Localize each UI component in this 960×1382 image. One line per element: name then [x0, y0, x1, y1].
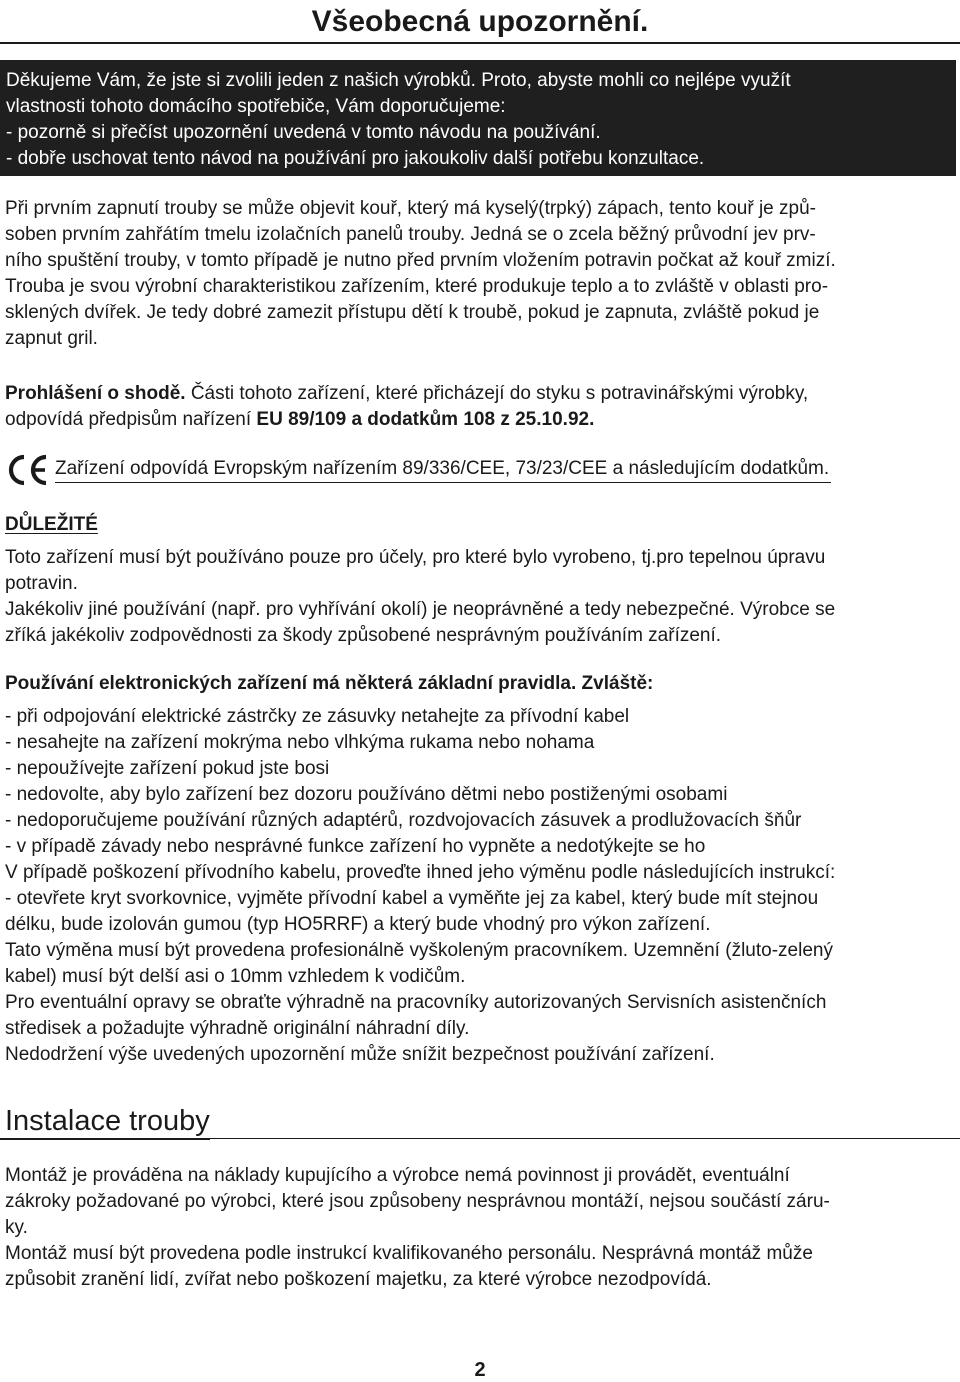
- intro-box: [0, 60, 956, 176]
- installation-paragraph: [5, 1163, 955, 1293]
- smoke-line: zapnut gril.: [5, 328, 98, 349]
- intro-line: - pozorně si přečíst upozornění uvedená v tomto návodu na používání.: [6, 122, 601, 143]
- smoke-line: sklených dvířek. Je tedy dobré zamezit přístupu dětí k troubě, pokud je zapnuta, zvláště pokud je: [5, 302, 820, 323]
- rules-line: - při odpojování elektrické zástrčky ze zásuvky netahejte za přívodní kabel: [5, 706, 630, 727]
- rules-line: Pro eventuální opravy se obraťte výhradně na pracovníky autorizovaných Servisních asistenčních: [5, 992, 827, 1013]
- conformity-paragraph: [5, 381, 955, 433]
- rules-line: - nepoužívejte zařízení pokud jste bosi: [5, 758, 330, 779]
- rules-line: Nedodržení výše uvedených upozornění může snížit bezpečnost používání zařízení.: [5, 1044, 715, 1065]
- intro-line: - dobře uschovat tento návod na používání pro jakoukoliv další potřebu konzultace.: [6, 148, 705, 169]
- ce-declaration: [5, 452, 955, 488]
- important-line: Jakékoliv jiné používání (např. pro vyhřívání okolí) je neoprávněné a tedy nebezpečné. Výrobce se: [5, 599, 836, 620]
- installation-line: ky.: [5, 1217, 28, 1238]
- installation-line: způsobit zranění lidí, zvířat nebo poškození majetku, za které výrobce nezodpovídá.: [5, 1269, 712, 1290]
- rules-line: - nesahejte na zařízení mokrýma nebo vlhkýma rukama nebo nohama: [5, 732, 595, 753]
- ce-mark-icon: [5, 452, 49, 488]
- conformity-heading: Prohlášení o shodě.: [5, 383, 186, 404]
- intro-line: Děkujeme Vám, že jste si zvolili jeden z našich výrobků. Proto, abyste mohli co nejlépe využít: [6, 70, 791, 91]
- smoke-line: soben prvním zahřátím tmelu izolačních panelů trouby. Jedná se o zcela běžný průvodní jev prv-: [5, 224, 816, 245]
- important-heading: DŮLEŽITÉ: [5, 514, 98, 535]
- rules-line: - nedovolte, aby bylo zařízení bez dozoru používáno dětmi nebo postiženými osobami: [5, 784, 728, 805]
- important-line: potravin.: [5, 573, 78, 594]
- rules-list: [5, 704, 955, 1068]
- page-number: 2: [474, 1359, 486, 1381]
- rules-line: délku, bude izolován gumou (typ HO5RRF) a který bude vhodný pro výkon zařízení.: [5, 914, 711, 935]
- rules-heading: Používání elektronických zařízení má některá základní pravidla. Zvláště:: [5, 673, 654, 694]
- smoke-paragraph: [5, 196, 955, 352]
- section-divider: [0, 1138, 960, 1139]
- important-heading-block: [5, 512, 955, 538]
- rules-line: - otevřete kryt svorkovnice, vyjměte přívodní kabel a vyměňte jej za kabel, který bude mít stejnou: [5, 888, 819, 909]
- installation-title: Instalace trouby: [0, 1104, 210, 1140]
- smoke-line: ního spuštění trouby, v tomto případě je nutno před prvním vložením potravin počkat až kouř zmizí.: [5, 250, 836, 271]
- smoke-line: Při prvním zapnutí trouby se může objevit kouř, který má kyselý(trpký) zápach, tento kouř je způ-: [5, 198, 816, 219]
- installation-line: Montáž musí být provedena podle instrukcí kvalifikovaného personálu. Nesprávná montáž může: [5, 1243, 813, 1264]
- smoke-line: Trouba je svou výrobní charakteristikou zařízením, které produkuje teplo a to zvláště v oblasti pro-: [5, 276, 829, 297]
- conformity-regulation: EU 89/109 a dodatkům 108 z 25.10.92.: [256, 409, 595, 430]
- conformity-line: [5, 381, 955, 407]
- installation-line: Montáž je prováděna na náklady kupujícího a výrobce nemá povinnost ji provádět, eventuální: [5, 1165, 790, 1186]
- rules-line: kabel) musí být delší asi o 10mm vzhledem k vodičům.: [5, 966, 466, 987]
- conformity-line: [5, 407, 955, 433]
- conformity-text: Části tohoto zařízení, které přicházejí do styku s potravinářskými výrobky,: [185, 383, 809, 404]
- rules-line: - nedoporučujeme používání různých adaptérů, rozdvojovacích zásuvek a prodlužovacích šňůr: [5, 810, 802, 831]
- rules-line: - v případě závady nebo nesprávné funkce zařízení ho vypněte a nedotýkejte se ho: [5, 836, 706, 857]
- important-line: zříká jakékoliv zodpovědnosti za škody způsobené nesprávným používáním zařízení.: [5, 625, 722, 646]
- important-paragraph: [5, 545, 955, 649]
- installation-line: zákroky požadované po výrobci, které jsou způsobeny nesprávnou montáží, nejsou součástí záru-: [5, 1191, 830, 1212]
- rules-line: V případě poškození přívodního kabelu, proveďte ihned jeho výměnu podle následujících instrukcí:: [5, 862, 836, 883]
- intro-line: vlastnosti tohoto domácího spotřebiče, Vám doporučujeme:: [6, 96, 506, 117]
- important-line: Toto zařízení musí být používáno pouze pro účely, pro které bylo vyrobeno, tj.pro tepelnou úpravu: [5, 547, 826, 568]
- page-title: Všeobecná upozornění.: [0, 0, 960, 44]
- rules-line: středisek a požadujte výhradně originální náhradní díly.: [5, 1018, 470, 1039]
- rules-line: Tato výměna musí být provedena profesionálně vyškoleným pracovníkem. Uzemnění (žluto-zelený: [5, 940, 833, 961]
- rules-heading-block: [5, 671, 955, 697]
- ce-text: Zařízení odpovídá Evropským nařízením 89/336/CEE, 73/23/CEE a následujícím dodatkům.: [55, 456, 831, 483]
- conformity-text: odpovídá předpisům nařízení: [5, 409, 257, 430]
